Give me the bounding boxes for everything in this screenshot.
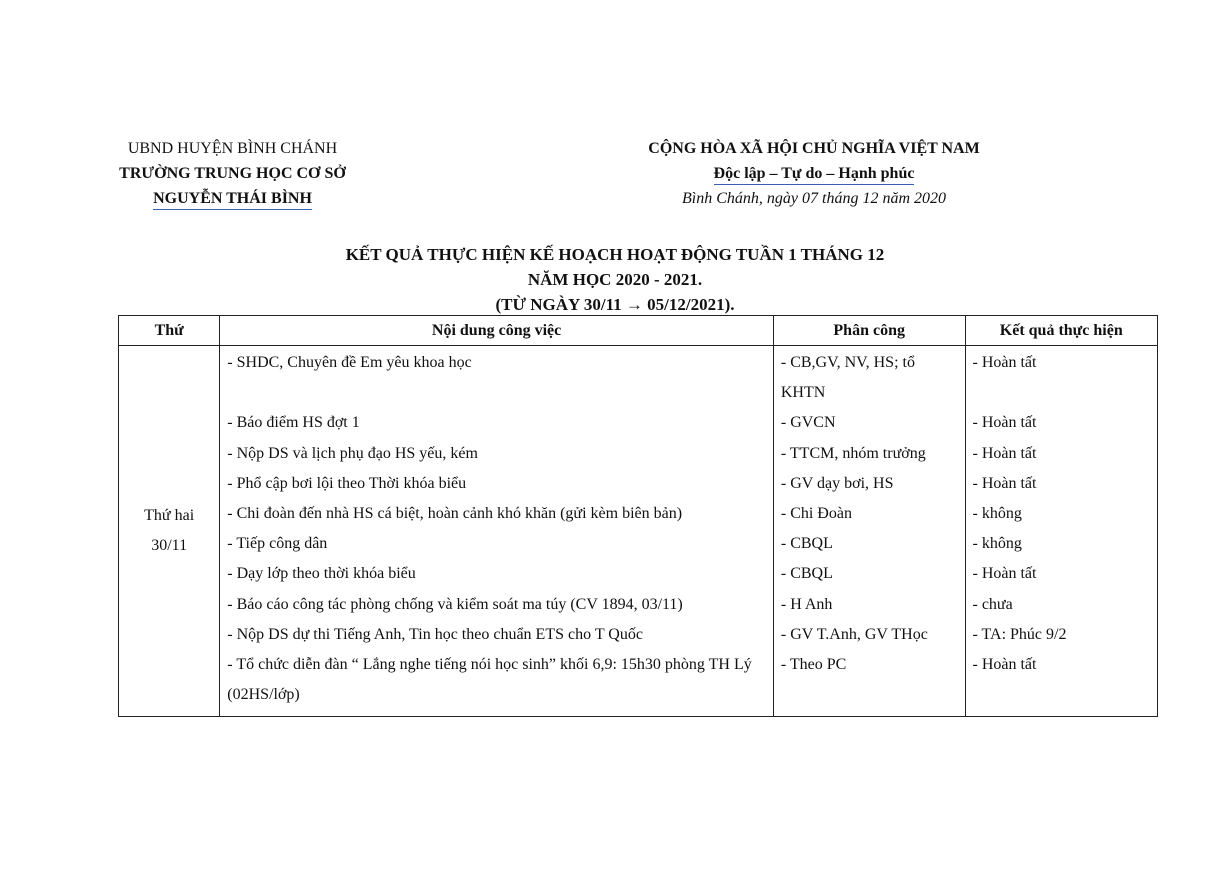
school-name: NGUYỄN THÁI BÌNH <box>153 189 312 210</box>
result-item: - Hoàn tất <box>972 354 1037 371</box>
result-item: - Hoàn tất <box>972 414 1037 432</box>
document-date: Bình Chánh, ngày 07 tháng 12 năm 2020 <box>682 190 946 207</box>
task-item: - Tổ chức diễn đàn “ Lắng nghe tiếng nói học sinh” khối 6,9: 15h30 phòng TH Lý (02HS/lớp) <box>227 656 752 704</box>
task-item: - Tiếp công dân <box>227 535 328 553</box>
result-item: - Hoàn tất <box>972 565 1037 583</box>
result-spacer <box>973 378 1152 408</box>
task-item: - SHDC, Chuyên đề Em yêu khoa học <box>227 354 472 371</box>
result-item: - Hoàn tất <box>972 656 1037 674</box>
task-item: - Báo điểm HS đợt 1 <box>227 414 360 432</box>
table-row <box>119 346 1158 717</box>
assignee-item: - GV dạy bơi, HS <box>780 474 894 492</box>
national-motto: Độc lập – Tự do – Hạnh phúc <box>714 164 915 185</box>
task-item: - Nộp DS dự thi Tiếng Anh, Tin học theo chuẩn ETS cho T Quốc <box>227 625 643 643</box>
col-header-day: Thứ <box>119 316 220 346</box>
results-cell <box>965 346 1158 717</box>
title-line-2: NĂM HỌC 2020 - 2021. <box>527 270 703 289</box>
result-item: - chưa <box>972 595 1013 613</box>
activity-table <box>118 315 1158 717</box>
result-item: - không <box>972 535 1022 553</box>
day-cell <box>119 346 220 717</box>
assignees-cell <box>773 346 965 717</box>
assignee-item: - H Anh <box>780 595 833 613</box>
result-item: - TA: Phúc 9/2 <box>972 625 1067 643</box>
tasks-cell <box>220 346 774 717</box>
result-item: - Hoàn tất <box>972 474 1037 492</box>
task-item: - Dạy lớp theo thời khóa biểu <box>227 565 416 583</box>
task-item: - Phổ cập bơi lội theo Thời khóa biểu <box>227 474 467 492</box>
day-date: 30/11 <box>151 537 188 555</box>
title-line-1: KẾT QUẢ THỰC HIỆN KẾ HOẠCH HOẠT ĐỘNG TUẦN 1 THÁNG 12 <box>345 245 885 264</box>
assignee-item: - GVCN <box>780 414 836 432</box>
day-name: Thứ hai <box>144 507 195 525</box>
school-header <box>95 136 370 211</box>
col-header-assignee: Phân công <box>773 316 965 346</box>
task-spacer <box>227 378 767 408</box>
title-line-3: (TỪ NGÀY 30/11 → 05/12/2021). <box>495 295 735 314</box>
assignee-item: - CB,GV, NV, HS; tổ KHTN <box>780 354 915 402</box>
assignee-item: - Theo PC <box>780 656 847 674</box>
assignee-item: - CBQL <box>780 535 833 553</box>
district-name: UBND HUYỆN BÌNH CHÁNH <box>127 140 338 157</box>
result-item: - Hoàn tất <box>972 444 1037 462</box>
result-item: - không <box>972 505 1022 523</box>
table-header-row <box>119 316 1158 346</box>
assignee-item: - CBQL <box>780 565 833 583</box>
document-title <box>0 242 1230 317</box>
assignee-item: - TTCM, nhóm trưởng <box>780 444 926 462</box>
task-item: - Báo cáo công tác phòng chống và kiểm soát ma túy (CV 1894, 03/11) <box>227 595 683 613</box>
country-name: CỘNG HÒA XÃ HỘI CHỦ NGHĨA VIỆT NAM <box>648 140 980 157</box>
task-item: - Nộp DS và lịch phụ đạo HS yếu, kém <box>227 444 478 462</box>
national-header <box>598 136 1030 211</box>
school-type: TRƯỜNG TRUNG HỌC CƠ SỞ <box>119 165 346 182</box>
assignee-item: - Chi Đoàn <box>780 505 852 523</box>
task-item: - Chi đoàn đến nhà HS cá biệt, hoàn cảnh khó khăn (gửi kèm biên bản) <box>227 505 683 523</box>
assignee-item: - GV T.Anh, GV THọc <box>780 625 928 643</box>
col-header-result: Kết quả thực hiện <box>965 316 1158 346</box>
col-header-content: Nội dung công việc <box>220 316 774 346</box>
